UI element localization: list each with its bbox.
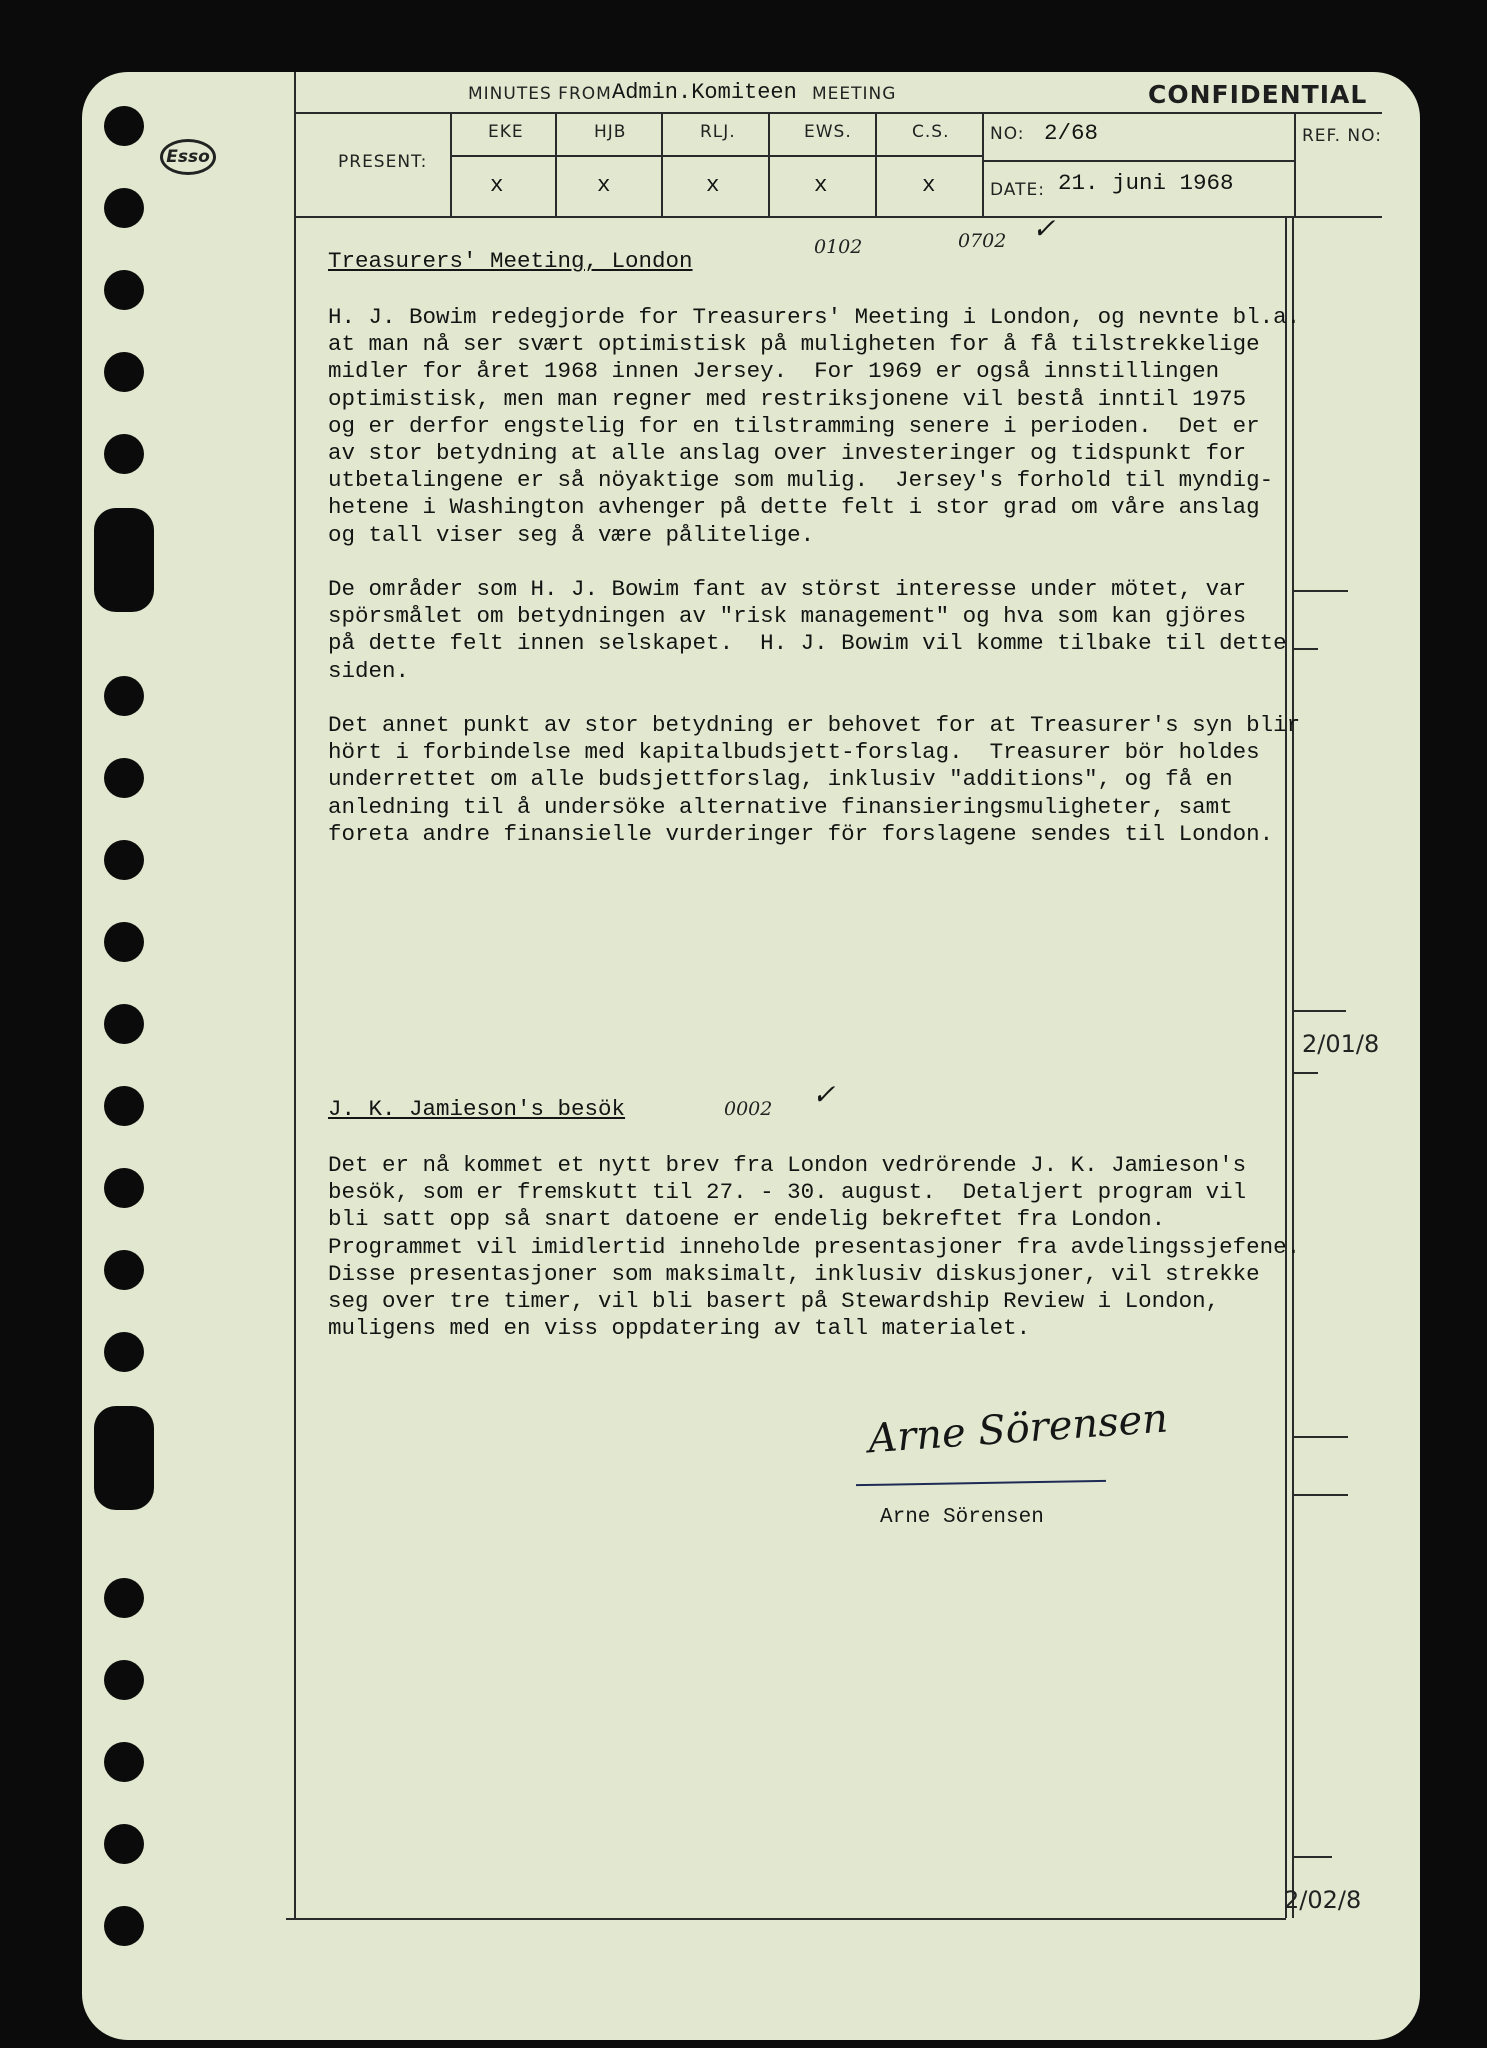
committee-name: Admin.Komiteen <box>612 80 797 105</box>
attendee-mark: x <box>597 172 611 198</box>
attendee-mark: x <box>706 172 720 198</box>
ref-tick <box>1292 1010 1346 1012</box>
paragraph <box>328 712 1300 848</box>
esso-logo: Esso <box>160 139 216 175</box>
binder-hole <box>104 1004 144 1044</box>
text-line: midler for året 1968 innen Jersey. For 1969 er også innstillingen <box>328 358 1220 385</box>
handwritten-signature: Arne Sörensen <box>866 1395 1170 1463</box>
paragraph <box>328 304 1300 549</box>
binder-hole <box>104 1250 144 1290</box>
ref-number: 2/02/8 <box>1284 1886 1362 1914</box>
attendee-mark: x <box>814 172 828 198</box>
binder-hole <box>104 1906 144 1946</box>
binder-hole <box>104 1168 144 1208</box>
attendee-mark: x <box>922 172 936 198</box>
date-value: 21. juni 1968 <box>1058 170 1234 196</box>
binder-tab <box>94 1406 154 1510</box>
attendee-initials: C.S. <box>912 122 950 142</box>
binder-hole <box>104 922 144 962</box>
handwritten-code: 0702 <box>958 230 1007 252</box>
checkmark-icon: ✓ <box>812 1078 836 1111</box>
text-line: på dette felt innen selskapet. H. J. Bowim vil komme tilbake til dette <box>328 630 1287 657</box>
header-divider <box>982 112 984 216</box>
text-line: H. J. Bowim redegjorde for Treasurers' Meeting i London, og nevnte bl.a. <box>328 304 1301 330</box>
header-divider <box>875 112 877 216</box>
text-line: optimistisk, men man regner med restriksjonene vil bestå inntil 1975 <box>328 385 1247 412</box>
header-divider <box>768 112 770 216</box>
ref-tick <box>1292 1436 1348 1438</box>
text-line: Programmet vil imidlertid inneholde presentasjoner fra avdelingssjefene. <box>328 1233 1301 1260</box>
attendee-initials: EKE <box>488 122 524 142</box>
confidential-label: CONFIDENTIAL <box>1148 80 1368 109</box>
text-line: utbetalingene er så nöyaktige som mulig. Jersey's forhold til myndig- <box>328 467 1274 494</box>
number-date-rule <box>982 160 1294 162</box>
text-line: seg over tre timer, vil bli basert på Stewardship Review i London, <box>328 1288 1220 1315</box>
header-divider <box>555 112 557 216</box>
text-line: Det annet punkt av stor betydning er behovet for at Treasurer's syn blir <box>328 712 1301 738</box>
paragraph <box>328 1152 1300 1342</box>
signer-name: Arne Sörensen <box>880 1506 1044 1529</box>
number-value: 2/68 <box>1044 120 1099 146</box>
meeting-label: MEETING <box>812 84 897 104</box>
binder-hole <box>104 1332 144 1372</box>
text-line: underrettet om alle budsjettforslag, inklusiv "additions", og få en <box>328 766 1233 793</box>
binder-tab <box>94 508 154 612</box>
binder-hole <box>104 758 144 798</box>
text-line: hört i forbindelse med kapitalbudsjett-forslag. Treasurer bör holdes <box>328 739 1260 766</box>
header-top-rule <box>294 112 1382 114</box>
section-title: Treasurers' Meeting, London <box>328 248 693 274</box>
text-line: besök, som er fremskutt til 27. - 30. august. Detaljert program vil <box>328 1179 1247 1206</box>
text-line: anledning til å undersöke alternative finansieringsmuligheter, samt <box>328 793 1233 820</box>
present-label: PRESENT: <box>338 152 428 172</box>
text-line: hetene i Washington avhenger på dette felt i stor grad om våre anslag <box>328 494 1260 521</box>
binder-hole <box>104 434 144 474</box>
binder-hole <box>104 1660 144 1700</box>
binder-hole <box>104 1578 144 1618</box>
number-label: NO: <box>990 124 1025 144</box>
header-divider <box>661 112 663 216</box>
binder-hole <box>104 106 144 146</box>
header-divider <box>1294 112 1296 216</box>
text-line: at man nå ser svært optimistisk på muligheten for å få tilstrekkelige <box>328 331 1260 358</box>
text-line: og er derfor engstelig for en tilstramming senere i perioden. Det er <box>328 412 1260 439</box>
ref-tick <box>1292 648 1318 650</box>
attendee-mark: x <box>490 172 504 198</box>
binder-hole <box>104 840 144 880</box>
text-line: foreta andre finansielle vurderinger för forslagene sendes til London. <box>328 820 1274 847</box>
ref-tick <box>1292 590 1348 592</box>
text-line: bli satt opp så snart datoene er endelig bekreftet fra London. <box>328 1206 1166 1233</box>
section-title: J. K. Jamieson's besök <box>328 1096 626 1122</box>
binder-hole <box>104 1086 144 1126</box>
binder-hole <box>104 270 144 310</box>
left-margin-rule <box>294 72 296 1920</box>
text-line: siden. <box>328 657 410 684</box>
bottom-rule <box>286 1918 1286 1920</box>
text-line: av stor betydning at alle anslag over investeringer og tidspunkt for <box>328 440 1247 467</box>
paragraph <box>328 576 1287 685</box>
attendee-initials: HJB <box>594 122 627 142</box>
minutes-from-label: MINUTES FROM <box>468 84 612 104</box>
attendee-initials: RLJ. <box>700 122 736 142</box>
binder-hole <box>104 676 144 716</box>
handwritten-code: 0102 <box>814 236 863 258</box>
ref-tick <box>1292 1856 1332 1858</box>
header-divider <box>450 112 452 216</box>
attendee-row-rule <box>450 155 982 157</box>
ref-tick <box>1292 1072 1318 1074</box>
text-line: spörsmålet om betydningen av "risk management" og hva som kan gjöres <box>328 603 1247 630</box>
ref-no-label: REF. NO: <box>1302 126 1382 146</box>
checkmark-icon: ✓ <box>1032 212 1056 245</box>
binder-hole <box>104 188 144 228</box>
text-line: muligens med en viss oppdatering av tall materialet. <box>328 1315 1031 1342</box>
text-line: Det er nå kommet et nytt brev fra London vedrörende J. K. Jamieson's <box>328 1152 1247 1178</box>
binder-hole <box>104 1742 144 1782</box>
text-line: Disse presentasjoner som maksimalt, inklusiv diskusjoner, vil strekke <box>328 1260 1260 1287</box>
header-bottom-rule <box>294 216 1382 218</box>
text-line: De områder som H. J. Bowim fant av störst interesse under mötet, var <box>328 576 1247 602</box>
handwritten-code: 0002 <box>724 1098 773 1120</box>
ref-number: 2/01/8 <box>1302 1030 1380 1058</box>
binder-hole <box>104 1824 144 1864</box>
binder-hole <box>104 352 144 392</box>
text-line: og tall viser seg å være pålitelige. <box>328 521 815 548</box>
ref-tick <box>1292 1494 1348 1496</box>
attendee-initials: EWS. <box>804 122 852 142</box>
date-label: DATE: <box>990 180 1045 200</box>
